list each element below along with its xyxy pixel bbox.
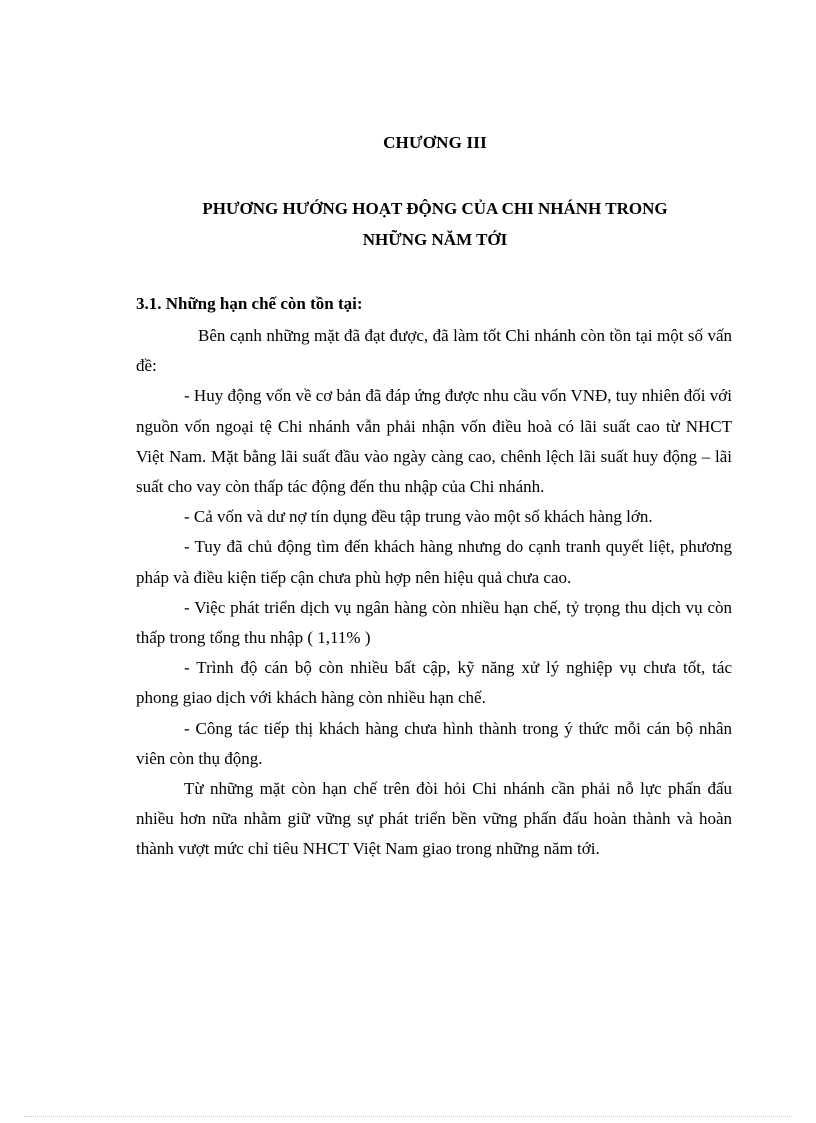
body-text [136,321,732,865]
chapter-heading-line-2: NHỮNG NĂM TỚI [362,230,508,249]
chapter-heading-line-1: PHƯƠNG HƯỚNG HOẠT ĐỘNG CỦA CHI NHÁNH TRONG [202,199,668,218]
paragraph-marketing: - Công tác tiếp thị khách hàng chưa hình thành trong ý thức mỗi cán bộ nhân viên còn thụ động. [136,718,732,768]
paragraph-staff-capability: - Trình độ cán bộ còn nhiều bất cập, kỹ năng xử lý nghiệp vụ chưa tốt, tác phong giao dịch với khách hàng còn nhiều hạn chế. [136,658,732,708]
paragraph-credit-concentration: - Cả vốn và dư nợ tín dụng đều tập trung vào một số khách hàng lớn. [184,507,653,527]
paragraph-conclusion: Từ những mặt còn hạn chế trên đòi hỏi Chi nhánh cần phải nỗ lực phấn đấu nhiều hơn nữa nhằm giữ vững sự phát triển bền vững phấn đấu hoàn thành và hoàn thành vượt mức chỉ tiêu NHCT Việt Nam giao trong những năm tới. [136,779,732,859]
paragraph-capital-mobilization: - Huy động vốn về cơ bản đã đáp ứng được nhu cầu vốn VNĐ, tuy nhiên đối với nguồn vốn ngoại tệ Chi nhánh vẫn phải nhận vốn điều hoà có lãi suất cao từ NHCT Việt Nam. Mặt bằng lãi suất đầu vào ngày càng cao, chênh lệch lãi suất huy động – lãi suất cho vay còn thấp tác động đến thu nhập của Chi nhánh. [136,386,732,497]
paragraph-customer-outreach: - Tuy đã chủ động tìm đến khách hàng nhưng do cạnh tranh quyết liệt, phương pháp và điều kiện tiếp cận chưa phù hợp nên hiệu quả chưa cao. [136,537,732,587]
section-heading: 3.1. Những hạn chế còn tồn tại: [136,294,363,313]
page-bottom-divider [24,1116,792,1117]
chapter-title: CHƯƠNG III [383,133,487,152]
paragraph-intro: Bên cạnh những mặt đã đạt được, đã làm tốt Chi nhánh còn tồn tại một số vấn đề: [136,326,732,376]
paragraph-service-development: - Việc phát triển dịch vụ ngân hàng còn nhiều hạn chế, tỷ trọng thu dịch vụ còn thấp trong tổng thu nhập ( 1,11% ) [136,597,732,648]
